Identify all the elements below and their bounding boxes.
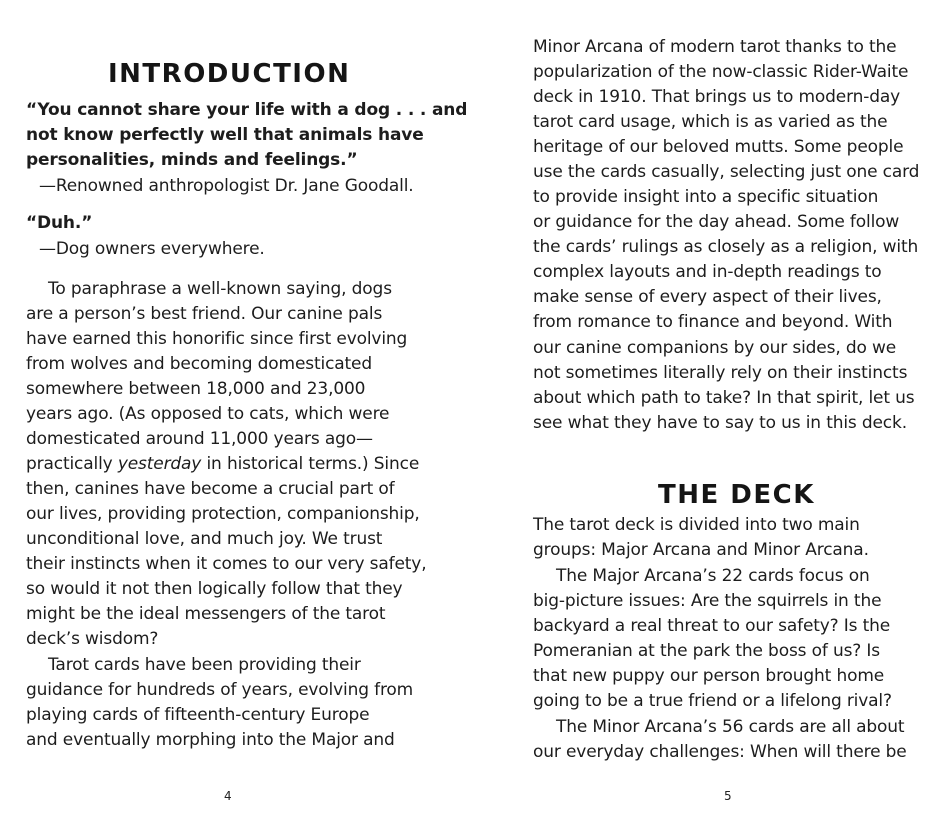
major-arcana-line: that new puppy our person brought home — [533, 666, 885, 686]
intro-paragraph-line: domesticated around 11,000 years ago— — [26, 429, 373, 449]
introduction-heading: INTRODUCTION — [108, 59, 351, 90]
intro-paragraph-line: then, canines have become a crucial part of — [26, 479, 395, 499]
major-arcana-line: going to be a true friend or a lifelong rival? — [533, 691, 892, 711]
the-deck-heading: THE DECK — [658, 479, 815, 510]
minor-arcana-line: The Minor Arcana’s 56 cards are all about — [556, 717, 905, 737]
tarot-usage-line: use the cards casually, selecting just one card — [533, 162, 920, 182]
tarot-usage-line: our canine companions by our sides, do we — [533, 338, 897, 358]
tarot-usage-line: popularization of the now-classic Rider-Waite — [533, 62, 909, 82]
goodall-quote-line-3: personalities, minds and feelings.” — [26, 150, 358, 170]
duh-quote: “Duh.” — [26, 213, 93, 233]
page-number-left: 4 — [224, 789, 232, 803]
yesterday-emphasis: yesterday — [117, 454, 202, 474]
intro-paragraph-line: have earned this honorific since first evolving — [26, 329, 408, 349]
intro-paragraph-line: are a person’s best friend. Our canine pals — [26, 304, 383, 324]
page-number-right: 5 — [724, 789, 732, 803]
tarot-usage-line: complex layouts and in-depth readings to — [533, 262, 882, 282]
goodall-quote-line-1: “You cannot share your life with a dog . . . and — [26, 100, 468, 120]
intro-paragraph-line: unconditional love, and much joy. We trust — [26, 529, 383, 549]
text-run: in historical terms.) Since — [201, 454, 420, 474]
goodall-attribution: —Renowned anthropologist Dr. Jane Goodall. — [39, 176, 414, 196]
intro-paragraph-line: might be the ideal messengers of the tarot — [26, 604, 386, 624]
major-arcana-line: Pomeranian at the park the boss of us? Is — [533, 641, 880, 661]
major-arcana-line: backyard a real threat to our safety? Is the — [533, 616, 891, 636]
tarot-history-line: playing cards of fifteenth-century Europe — [26, 705, 370, 725]
intro-paragraph-line-with-emphasis — [26, 454, 419, 474]
major-arcana-line: big-picture issues: Are the squirrels in the — [533, 591, 882, 611]
intro-paragraph-line: deck’s wisdom? — [26, 629, 159, 649]
tarot-usage-line: from romance to finance and beyond. With — [533, 312, 893, 332]
tarot-usage-line: Minor Arcana of modern tarot thanks to the — [533, 37, 897, 57]
tarot-usage-line: about which path to take? In that spirit, let us — [533, 388, 915, 408]
deck-intro-line: groups: Major Arcana and Minor Arcana. — [533, 540, 869, 560]
tarot-usage-line: to provide insight into a specific situation — [533, 187, 879, 207]
tarot-usage-line: or guidance for the day ahead. Some follow — [533, 212, 900, 232]
tarot-usage-line: make sense of every aspect of their lives, — [533, 287, 882, 307]
deck-intro-line: The tarot deck is divided into two main — [533, 515, 860, 535]
intro-paragraph-line: their instincts when it comes to our very safety, — [26, 554, 427, 574]
right-page — [471, 0, 942, 839]
tarot-usage-line: the cards’ rulings as closely as a religion, with — [533, 237, 919, 257]
dog-owners-attribution: —Dog owners everywhere. — [39, 239, 265, 259]
intro-paragraph-line: somewhere between 18,000 and 23,000 — [26, 379, 366, 399]
text-run: practically — [26, 454, 118, 474]
intro-paragraph-line: years ago. (As opposed to cats, which were — [26, 404, 390, 424]
tarot-usage-line: heritage of our beloved mutts. Some people — [533, 137, 904, 157]
intro-paragraph-line: To paraphrase a well-known saying, dogs — [48, 279, 392, 299]
tarot-history-line: guidance for hundreds of years, evolving from — [26, 680, 414, 700]
tarot-history-line: Tarot cards have been providing their — [48, 655, 361, 675]
goodall-quote-line-2: not know perfectly well that animals have — [26, 125, 424, 145]
tarot-usage-line: deck in 1910. That brings us to modern-day — [533, 87, 901, 107]
intro-paragraph-line: so would it not then logically follow that they — [26, 579, 403, 599]
tarot-usage-line: not sometimes literally rely on their instincts — [533, 363, 908, 383]
intro-paragraph-line: from wolves and becoming domesticated — [26, 354, 372, 374]
tarot-history-line: and eventually morphing into the Major and — [26, 730, 395, 750]
intro-paragraph-line: our lives, providing protection, companionship, — [26, 504, 420, 524]
minor-arcana-line: our everyday challenges: When will there be — [533, 742, 907, 762]
major-arcana-line: The Major Arcana’s 22 cards focus on — [556, 566, 870, 586]
tarot-usage-line: see what they have to say to us in this deck. — [533, 413, 907, 433]
tarot-usage-line: tarot card usage, which is as varied as the — [533, 112, 888, 132]
